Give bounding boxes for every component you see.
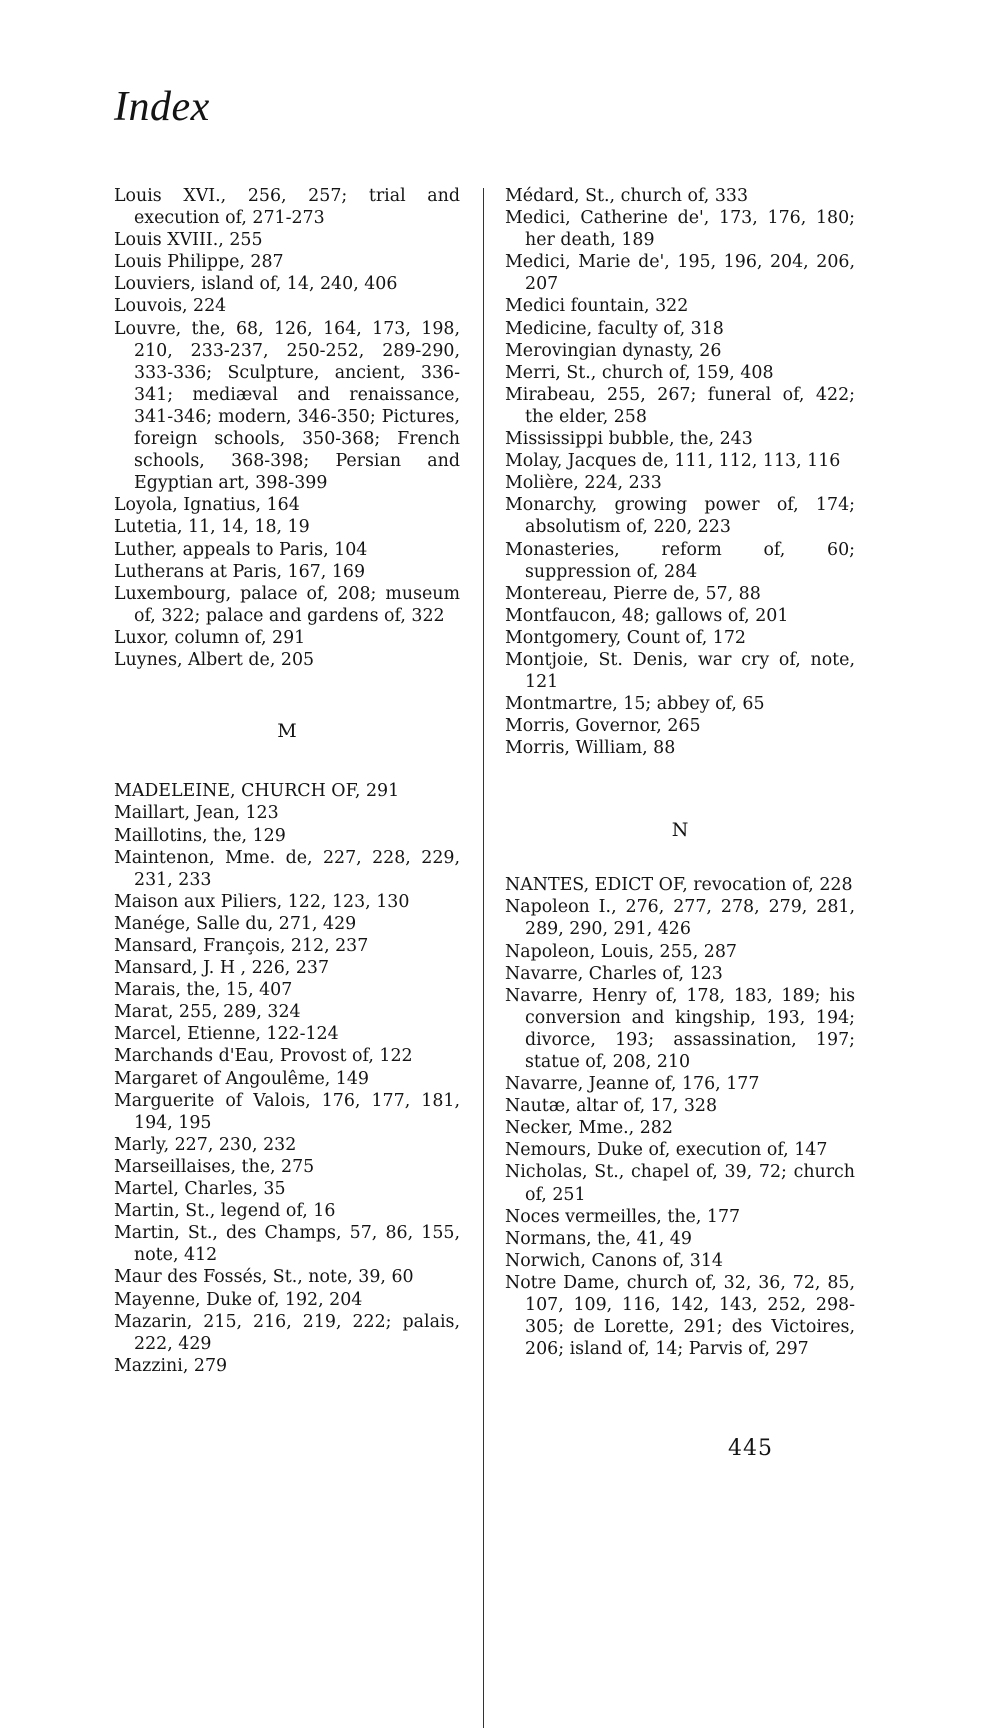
index-entry: Marseillaises, the, 275 xyxy=(114,1156,315,1177)
index-entry: Monasteries, reform of, 60; suppression of, 284 xyxy=(505,539,855,582)
index-entry: Nicholas, St., chapel of, 39, 72; church of, 251 xyxy=(505,1162,855,1205)
index-entry: Luynes, Albert de, 205 xyxy=(114,649,315,670)
index-entry: Norwich, Canons of, 314 xyxy=(505,1250,723,1271)
index-entry: Mayenne, Duke of, 192, 204 xyxy=(114,1289,363,1310)
index-entry: Noces vermeilles, the, 177 xyxy=(505,1206,741,1227)
index-entry: Merri, St., church of, 159, 408 xyxy=(505,362,774,383)
index-entry: Navarre, Charles of, 123 xyxy=(505,963,723,984)
index-entry: Mazzini, 279 xyxy=(114,1355,228,1376)
index-entry: Nemours, Duke of, execution of, 147 xyxy=(505,1140,828,1161)
index-entry: Navarre, Henry of, 178, 183, 189; his conversion and kingship, 193, 194; divorce, 193; assassination, 197; statue of, 208, 210 xyxy=(505,985,855,1072)
index-entry: Louvre, the, 68, 126, 164, 173, 198, 210, 233-237, 250-252, 289-290, 333-336; Sculpture, ancient, 336-341; mediæval and renaissance, 341-346; modern, 346-350; Pictures, foreign schools, 350-368; French schools, 368-398; Persian and Egyptian art, 398-399 xyxy=(114,318,460,494)
index-entry: Louviers, island of, 14, 240, 406 xyxy=(114,274,398,295)
index-entry: Medici, Catherine de', 173, 176, 180; her death, 189 xyxy=(505,208,855,251)
index-entry: Margaret of Angoulême, 149 xyxy=(114,1068,369,1089)
index-entry: Marly, 227, 230, 232 xyxy=(114,1134,297,1155)
index-entry: Martel, Charles, 35 xyxy=(114,1179,286,1200)
index-entry: Mississippi bubble, the, 243 xyxy=(505,429,753,450)
index-entry: Montgomery, Count of, 172 xyxy=(505,627,746,648)
index-entry: Mansard, J. H , 226, 237 xyxy=(114,958,330,979)
index-entry: Molière, 224, 233 xyxy=(505,473,662,494)
index-column-right xyxy=(505,185,855,1360)
index-entry: Medicine, faculty of, 318 xyxy=(505,318,724,339)
index-column-left xyxy=(114,185,460,1377)
index-entry: Lutherans at Paris, 167, 169 xyxy=(114,561,366,582)
index-entry: Nautæ, altar of, 17, 328 xyxy=(505,1096,718,1117)
index-entry: Monarchy, growing power of, 174; absolutism of, 220, 223 xyxy=(505,495,855,538)
index-entry: Marat, 255, 289, 324 xyxy=(114,1002,301,1023)
column-divider xyxy=(483,188,484,1728)
index-entry: Luxembourg, palace of, 208; museum of, 322; palace and gardens of, 322 xyxy=(114,583,460,626)
index-entry: NANTES, EDICT OF, revocation of, 228 xyxy=(505,875,853,896)
index-entry: Montfaucon, 48; gallows of, 201 xyxy=(505,605,789,626)
index-entry: Medici, Marie de', 195, 196, 204, 206, 207 xyxy=(505,252,855,295)
index-entry: Marchands d'Eau, Provost of, 122 xyxy=(114,1046,413,1067)
section-heading: M xyxy=(277,719,297,742)
index-entry: Navarre, Jeanne of, 176, 177 xyxy=(505,1074,760,1095)
index-entry: Morris, Governor, 265 xyxy=(505,716,701,737)
index-entry: Marcel, Etienne, 122-124 xyxy=(114,1024,339,1045)
index-entry: Maison aux Piliers, 122, 123, 130 xyxy=(114,891,410,912)
index-entry: Louvois, 224 xyxy=(114,296,227,317)
index-entry: Montjoie, St. Denis, war cry of, note, 121 xyxy=(505,649,855,693)
index-entry: Martin, St., legend of, 16 xyxy=(114,1201,336,1222)
index-entry: Louis XVI., 256, 257; trial and execution of, 271-273 xyxy=(114,186,460,229)
index-entry: Molay, Jacques de, 111, 112, 113, 116 xyxy=(505,451,841,472)
index-entry: Maur des Fossés, St., note, 39, 60 xyxy=(114,1267,414,1288)
index-entry: Maillotins, the, 129 xyxy=(114,825,286,846)
index-entry: Maintenon, Mme. de, 227, 228, 229, 231, 233 xyxy=(114,847,460,890)
index-entry: Morris, William, 88 xyxy=(505,738,676,759)
page-title: Index xyxy=(114,84,210,130)
index-entry: Notre Dame, church of, 32, 36, 72, 85, 107, 109, 116, 142, 143, 252, 298-305; de Lorette, 291; des Victoires, 206; island of, 14; Parvis of, 297 xyxy=(505,1272,855,1360)
index-entry: Marguerite of Valois, 176, 177, 181, 194, 195 xyxy=(114,1090,460,1133)
page-number: 445 xyxy=(728,1436,773,1461)
section-spacer xyxy=(114,742,460,781)
section-heading: N xyxy=(671,819,689,842)
index-entry: Manége, Salle du, 271, 429 xyxy=(114,913,357,934)
section-spacer xyxy=(505,841,855,874)
index-entry: Lutetia, 11, 14, 18, 19 xyxy=(114,517,310,538)
index-entry: Louis XVIII., 255 xyxy=(114,230,263,251)
index-entry: Normans, the, 41, 49 xyxy=(505,1228,692,1249)
index-entry: Napoleon, Louis, 255, 287 xyxy=(505,941,737,962)
section-spacer xyxy=(505,759,855,819)
index-entry: Montmartre, 15; abbey of, 65 xyxy=(505,694,765,715)
index-entry: Martin, St., des Champs, 57, 86, 155, note, 412 xyxy=(114,1223,460,1266)
index-entry: MADELEINE, CHURCH OF, 291 xyxy=(114,781,400,802)
index-entry: Mirabeau, 255, 267; funeral of, 422; the elder, 258 xyxy=(505,384,855,427)
section-spacer xyxy=(114,671,460,720)
index-entry: Mansard, François, 212, 237 xyxy=(114,936,369,956)
index-entry: Louis Philippe, 287 xyxy=(114,252,284,273)
index-entry: Luxor, column of, 291 xyxy=(114,627,306,648)
index-entry: Luther, appeals to Paris, 104 xyxy=(114,539,368,560)
index-entry: Loyola, Ignatius, 164 xyxy=(114,495,300,516)
index-entry: Maillart, Jean, 123 xyxy=(114,803,279,824)
index-entry: Necker, Mme., 282 xyxy=(505,1118,673,1139)
index-entry: Montereau, Pierre de, 57, 88 xyxy=(505,583,761,604)
index-entry: Mazarin, 215, 216, 219, 222; palais, 222, 429 xyxy=(114,1311,460,1354)
index-entry: Medici fountain, 322 xyxy=(505,296,689,317)
index-entry: Napoleon I., 276, 277, 278, 279, 281, 289, 290, 291, 426 xyxy=(505,897,855,940)
index-entry: Médard, St., church of, 333 xyxy=(505,186,749,206)
index-entry: Merovingian dynasty, 26 xyxy=(505,340,722,361)
index-entry: Marais, the, 15, 407 xyxy=(114,980,293,1001)
